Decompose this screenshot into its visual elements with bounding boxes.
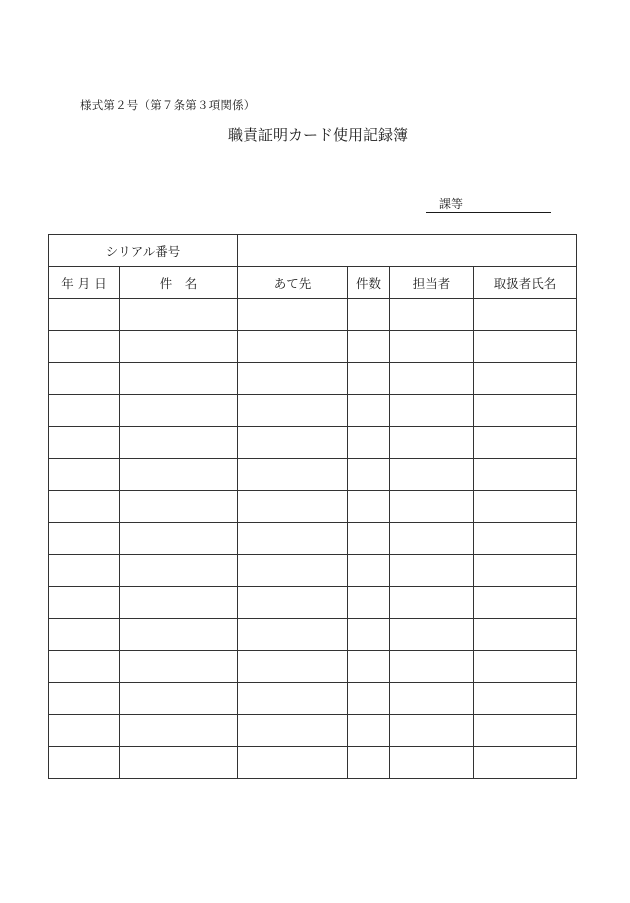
date-cell[interactable]	[49, 747, 120, 779]
handler-name-cell[interactable]	[474, 555, 577, 587]
subject-cell[interactable]	[120, 651, 238, 683]
handler-name-cell[interactable]	[474, 331, 577, 363]
serial-value-cell[interactable]	[238, 235, 577, 267]
person-in-charge-cell[interactable]	[390, 715, 474, 747]
person-in-charge-cell[interactable]	[390, 395, 474, 427]
date-cell[interactable]	[49, 427, 120, 459]
table-row	[49, 747, 577, 779]
handler-name-cell[interactable]	[474, 715, 577, 747]
department-label: 課等	[439, 197, 464, 211]
subject-cell[interactable]	[120, 395, 238, 427]
count-cell[interactable]	[348, 619, 390, 651]
date-cell[interactable]	[49, 363, 120, 395]
recipient-cell[interactable]	[238, 683, 348, 715]
subject-cell[interactable]	[120, 747, 238, 779]
person-in-charge-cell[interactable]	[390, 331, 474, 363]
subject-cell[interactable]	[120, 491, 238, 523]
date-cell[interactable]	[49, 619, 120, 651]
table-row	[49, 715, 577, 747]
person-in-charge-cell[interactable]	[390, 587, 474, 619]
table-row	[49, 619, 577, 651]
person-in-charge-cell[interactable]	[390, 299, 474, 331]
table-row	[49, 555, 577, 587]
handler-name-cell[interactable]	[474, 747, 577, 779]
count-cell[interactable]	[348, 427, 390, 459]
handler-name-cell[interactable]	[474, 299, 577, 331]
handler-name-cell[interactable]	[474, 363, 577, 395]
column-header-person-in-charge: 担当者	[390, 267, 474, 299]
date-cell[interactable]	[49, 331, 120, 363]
date-cell[interactable]	[49, 491, 120, 523]
count-cell[interactable]	[348, 715, 390, 747]
column-header-date: 年 月 日	[49, 267, 120, 299]
subject-cell[interactable]	[120, 331, 238, 363]
person-in-charge-cell[interactable]	[390, 363, 474, 395]
person-in-charge-cell[interactable]	[390, 523, 474, 555]
count-cell[interactable]	[348, 459, 390, 491]
date-cell[interactable]	[49, 459, 120, 491]
table-row	[49, 491, 577, 523]
recipient-cell[interactable]	[238, 395, 348, 427]
person-in-charge-cell[interactable]	[390, 683, 474, 715]
date-cell[interactable]	[49, 683, 120, 715]
count-cell[interactable]	[348, 491, 390, 523]
recipient-cell[interactable]	[238, 715, 348, 747]
subject-cell[interactable]	[120, 299, 238, 331]
handler-name-cell[interactable]	[474, 651, 577, 683]
handler-name-cell[interactable]	[474, 395, 577, 427]
person-in-charge-cell[interactable]	[390, 555, 474, 587]
recipient-cell[interactable]	[238, 587, 348, 619]
count-cell[interactable]	[348, 523, 390, 555]
recipient-cell[interactable]	[238, 427, 348, 459]
column-header-recipient: あて先	[238, 267, 348, 299]
serial-row	[49, 235, 577, 267]
recipient-cell[interactable]	[238, 523, 348, 555]
person-in-charge-cell[interactable]	[390, 427, 474, 459]
form-number: 様式第２号（第７条第３項関係）	[80, 98, 256, 112]
table-row	[49, 331, 577, 363]
table-row	[49, 363, 577, 395]
date-cell[interactable]	[49, 395, 120, 427]
count-cell[interactable]	[348, 299, 390, 331]
count-cell[interactable]	[348, 395, 390, 427]
recipient-cell[interactable]	[238, 331, 348, 363]
date-cell[interactable]	[49, 299, 120, 331]
handler-name-cell[interactable]	[474, 491, 577, 523]
handler-name-cell[interactable]	[474, 427, 577, 459]
handler-name-cell[interactable]	[474, 683, 577, 715]
date-cell[interactable]	[49, 555, 120, 587]
subject-cell[interactable]	[120, 587, 238, 619]
table-row	[49, 395, 577, 427]
count-cell[interactable]	[348, 683, 390, 715]
count-cell[interactable]	[348, 555, 390, 587]
person-in-charge-cell[interactable]	[390, 619, 474, 651]
serial-label: シリアル番号	[49, 235, 238, 267]
person-in-charge-cell[interactable]	[390, 747, 474, 779]
table-row	[49, 459, 577, 491]
recipient-cell[interactable]	[238, 363, 348, 395]
table-row	[49, 523, 577, 555]
table-row	[49, 299, 577, 331]
recipient-cell[interactable]	[238, 491, 348, 523]
column-header-subject: 件 名	[120, 267, 238, 299]
count-cell[interactable]	[348, 363, 390, 395]
subject-cell[interactable]	[120, 523, 238, 555]
person-in-charge-cell[interactable]	[390, 459, 474, 491]
recipient-cell[interactable]	[238, 651, 348, 683]
recipient-cell[interactable]	[238, 555, 348, 587]
table-row	[49, 587, 577, 619]
column-header-count: 件数	[348, 267, 390, 299]
recipient-cell[interactable]	[238, 747, 348, 779]
person-in-charge-cell[interactable]	[390, 651, 474, 683]
department-field[interactable]	[426, 197, 551, 213]
count-cell[interactable]	[348, 587, 390, 619]
subject-cell[interactable]	[120, 683, 238, 715]
date-cell[interactable]	[49, 651, 120, 683]
recipient-cell[interactable]	[238, 299, 348, 331]
table-row	[49, 427, 577, 459]
date-cell[interactable]	[49, 523, 120, 555]
handler-name-cell[interactable]	[474, 619, 577, 651]
page-title: 職責証明カード使用記録簿	[227, 126, 408, 144]
person-in-charge-cell[interactable]	[390, 491, 474, 523]
subject-cell[interactable]	[120, 715, 238, 747]
count-cell[interactable]	[348, 747, 390, 779]
column-header-handler-name: 取扱者氏名	[474, 267, 577, 299]
handler-name-cell[interactable]	[474, 523, 577, 555]
header-row	[49, 267, 577, 299]
usage-log-table	[48, 234, 577, 779]
count-cell[interactable]	[348, 331, 390, 363]
date-cell[interactable]	[49, 715, 120, 747]
recipient-cell[interactable]	[238, 619, 348, 651]
date-cell[interactable]	[49, 587, 120, 619]
subject-cell[interactable]	[120, 619, 238, 651]
subject-cell[interactable]	[120, 459, 238, 491]
table-row	[49, 683, 577, 715]
count-cell[interactable]	[348, 651, 390, 683]
recipient-cell[interactable]	[238, 459, 348, 491]
subject-cell[interactable]	[120, 363, 238, 395]
table-row	[49, 651, 577, 683]
subject-cell[interactable]	[120, 427, 238, 459]
subject-cell[interactable]	[120, 555, 238, 587]
handler-name-cell[interactable]	[474, 459, 577, 491]
handler-name-cell[interactable]	[474, 587, 577, 619]
